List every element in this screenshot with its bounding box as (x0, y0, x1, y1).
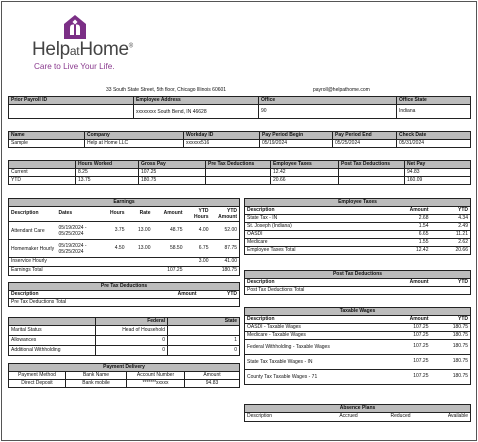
earnings-col-amount: Amount (153, 207, 185, 222)
taxable-wage-cell: 107.25 (353, 332, 431, 340)
prior-payroll-id-value (9, 105, 134, 119)
taxable-wage-cell: OASDI - Taxable Wages (245, 324, 353, 332)
taxable-wage-row (245, 332, 471, 340)
earnings-cell: 4.00 (185, 222, 211, 240)
summary-cell (339, 177, 405, 185)
absence-col-description: Description (245, 413, 323, 422)
pre-tax-col-description: Description (9, 291, 119, 299)
employee-tax-row (245, 231, 471, 239)
employee-period-table (8, 131, 471, 148)
earnings-cell: 41.00 (211, 258, 240, 267)
earnings-cell: 05/19/2024 - 05/25/2024 (57, 222, 101, 240)
earnings-cell (127, 258, 153, 267)
taxable-wages-col-ytd: YTD (431, 316, 471, 324)
earnings-cell: 58.50 (153, 240, 185, 258)
earnings-cell (57, 258, 101, 267)
check-date-value: 05/31/2024 (397, 140, 471, 148)
summary-cell: 107.25 (139, 169, 206, 177)
summary-cell: 12.42 (271, 169, 339, 177)
payment-delivery-table (8, 363, 240, 388)
employee-tax-cell: State Tax - IN (245, 215, 353, 223)
employee-tax-cell: 2.62 (431, 239, 471, 247)
payment-cell: *******xxxxx (127, 380, 185, 388)
earnings-cell: 48.75 (153, 222, 185, 240)
summary-cell: 94.83 (405, 169, 471, 177)
earnings-row (9, 222, 240, 240)
pre-tax-col-ytd: YTD (199, 291, 240, 299)
office-value: 90 (259, 105, 397, 119)
house-logo-icon (64, 15, 86, 39)
earnings-col-description: Description (9, 207, 57, 222)
earnings-total-amount: 107.25 (153, 267, 185, 276)
earnings-table (8, 198, 240, 276)
summary-row-ytd (9, 177, 471, 185)
earnings-cell: 6.75 (185, 240, 211, 258)
taxable-wage-cell: Federal Withholding - Taxable Wages (245, 340, 353, 355)
employee-taxes-col-ytd: YTD (431, 207, 471, 215)
post-tax-total-label: Post Tax Deductions Total (245, 287, 471, 295)
taxable-wage-row (245, 370, 471, 385)
state-header: State (168, 318, 240, 326)
taxable-wage-cell: 107.25 (353, 370, 431, 385)
summary-cell: 180.75 (139, 177, 206, 185)
post-tax-col-ytd: YTD (431, 279, 471, 287)
employee-taxes-title: Employee Taxes (245, 199, 471, 207)
summary-header-blank (9, 161, 76, 169)
withholding-table (8, 317, 240, 356)
payment-col-method: Payment Method (9, 372, 66, 380)
withholding-header-blank (9, 318, 96, 326)
employee-tax-cell: OASDI (245, 231, 353, 239)
taxable-wage-cell: 107.25 (353, 324, 431, 332)
payment-title: Payment Delivery (9, 364, 240, 372)
summary-cell (206, 169, 271, 177)
earnings-cell: 05/19/2024 - 05/25/2024 (57, 240, 101, 258)
earnings-total-blank (185, 267, 211, 276)
employee-taxes-table (244, 198, 471, 255)
employee-taxes-total-row (245, 247, 471, 255)
absence-plans-table (244, 404, 471, 422)
employee-taxes-total-label: Employee Taxes Total (245, 247, 353, 255)
pay-period-begin-value: 05/19/2024 (260, 140, 333, 148)
payment-col-bank: Bank Name (66, 372, 127, 380)
post-tax-title: Post Tax Deductions (245, 271, 471, 279)
earnings-cell: Homemaker Hourly (9, 240, 57, 258)
absence-title: Absence Plans (245, 405, 471, 413)
pay-statement (1, 1, 477, 441)
taxable-wages-table (244, 307, 471, 385)
earnings-row (9, 240, 240, 258)
earnings-col-dates: Dates (57, 207, 101, 222)
prior-payroll-id-label: Prior Payroll ID (9, 97, 134, 105)
withholding-cell: 0 (168, 346, 240, 356)
employee-tax-cell: 2.68 (353, 215, 431, 223)
withholding-cell: Allowances (9, 336, 96, 346)
summary-cell (339, 169, 405, 177)
employee-taxes-col-amount: Amount (353, 207, 431, 215)
absence-col-available: Available (427, 413, 471, 422)
summary-cell: 13.75 (76, 177, 139, 185)
withholding-cell: Marital Status (9, 326, 96, 336)
name-label: Name (9, 132, 85, 140)
summary-cell: 160.09 (405, 177, 471, 185)
payment-col-amount: Amount (185, 372, 240, 380)
gross-pay-header: Gross Pay (139, 161, 206, 169)
employee-tax-cell: 1.55 (353, 239, 431, 247)
withholding-row (9, 326, 240, 336)
summary-cell: 8.25 (76, 169, 139, 177)
taxable-wages-col-description: Description (245, 316, 353, 324)
office-label: Office (259, 97, 397, 105)
summary-cell (206, 177, 271, 185)
employee-tax-cell: 11.21 (431, 231, 471, 239)
summary-row-current (9, 169, 471, 177)
federal-header: Federal (96, 318, 168, 326)
employee-info-table (8, 96, 471, 119)
earnings-cell: 52.00 (211, 222, 240, 240)
earnings-cell: 87.75 (211, 240, 240, 258)
post-tax-deductions-table (244, 270, 471, 295)
pre-tax-deductions-table (8, 282, 240, 307)
withholding-cell: 0 (96, 346, 168, 356)
employee-tax-cell: 1.54 (353, 223, 431, 231)
absence-col-reduced: Reduced (375, 413, 427, 422)
pre-tax-deductions-header: Pre Tax Deductions (206, 161, 271, 169)
withholding-row (9, 336, 240, 346)
employee-tax-cell: St. Joseph (Indiana) (245, 223, 353, 231)
pre-tax-title: Pre Tax Deductions (9, 283, 240, 291)
check-date-label: Check Date (397, 132, 471, 140)
taxable-wage-cell: 180.75 (431, 370, 471, 385)
pay-period-end-value: 05/25/2024 (333, 140, 397, 148)
withholding-cell: Head of Household (96, 326, 168, 336)
earnings-col-ytd-hours: YTD Hours (185, 207, 211, 222)
pay-summary-table (8, 160, 471, 185)
withholding-cell (168, 326, 240, 336)
earnings-total-label: Earnings Total (9, 267, 153, 276)
employee-tax-row (245, 223, 471, 231)
name-value: Sample (9, 140, 85, 148)
pre-tax-col-amount: Amount (119, 291, 199, 299)
company-tagline: Care to Live Your Life. (34, 62, 115, 71)
earnings-cell (101, 258, 127, 267)
summary-cell: Current (9, 169, 76, 177)
pay-period-begin-label: Pay Period Begin (260, 132, 333, 140)
taxable-wage-cell: State Tax Taxable Wages - IN (245, 355, 353, 370)
employee-tax-row (245, 215, 471, 223)
employee-taxes-col-description: Description (245, 207, 353, 215)
office-state-label: Office State (397, 97, 471, 105)
withholding-row (9, 346, 240, 356)
earnings-cell (153, 258, 185, 267)
workday-id-value: xxxxxx516 (184, 140, 260, 148)
hours-worked-header: Hours Worked (76, 161, 139, 169)
earnings-title: Earnings (9, 199, 240, 207)
employee-taxes-header: Employee Taxes (271, 161, 339, 169)
earnings-col-hours: Hours (101, 207, 127, 222)
summary-cell: 20.66 (271, 177, 339, 185)
employee-tax-cell: 4.34 (431, 215, 471, 223)
taxable-wages-col-amount: Amount (353, 316, 431, 324)
pre-tax-total-label: Pre Tax Deductions Total (9, 299, 240, 307)
employee-tax-cell: 6.65 (353, 231, 431, 239)
company-value: Help at Home LLC (85, 140, 184, 148)
employee-tax-cell: Medicare (245, 239, 353, 247)
employee-tax-cell: 2.49 (431, 223, 471, 231)
employee-taxes-total-amount: 12.42 (353, 247, 431, 255)
taxable-wage-cell: 107.25 (353, 340, 431, 355)
payment-row (9, 380, 240, 388)
earnings-total-ytd: 180.75 (211, 267, 240, 276)
employee-address-value: xxxxxxxx South Bend, IN 46628 (134, 105, 259, 119)
earnings-col-ytd-amount: YTD Amount (211, 207, 240, 222)
company-address: 33 South State Street, 5th floor, Chicago Illinois 60601 (106, 87, 227, 93)
taxable-wage-row (245, 340, 471, 355)
earnings-cell: 3.75 (101, 222, 127, 240)
absence-col-accrued: Accrued (323, 413, 375, 422)
company-email: payroll@helpathome.com (313, 87, 370, 93)
taxable-wage-cell: 180.75 (431, 340, 471, 355)
office-state-value: Indiana (397, 105, 471, 119)
employee-taxes-total-ytd: 20.66 (431, 247, 471, 255)
taxable-wage-row (245, 355, 471, 370)
earnings-cell: Attendant Care (9, 222, 57, 240)
earnings-row (9, 258, 240, 267)
withholding-cell: Additional Withholding (9, 346, 96, 356)
employee-address-label: Employee Address (134, 97, 259, 105)
taxable-wage-cell: County Tax Taxable Wages - 71 (245, 370, 353, 385)
workday-id-label: Workday ID (184, 132, 260, 140)
earnings-cell: Inservice Hourly (9, 258, 57, 267)
withholding-cell: 1 (168, 336, 240, 346)
earnings-total-row (9, 267, 240, 276)
company-label: Company (85, 132, 184, 140)
employee-tax-row (245, 239, 471, 247)
net-pay-header: Net Pay (405, 161, 471, 169)
summary-cell: YTD (9, 177, 76, 185)
earnings-cell: 4.50 (101, 240, 127, 258)
taxable-wage-cell: 180.75 (431, 324, 471, 332)
post-tax-col-description: Description (245, 279, 353, 287)
taxable-wages-title: Taxable Wages (245, 308, 471, 316)
taxable-wage-cell: 180.75 (431, 355, 471, 370)
taxable-wage-cell: 107.25 (353, 355, 431, 370)
post-tax-deductions-header: Post Tax Deductions (339, 161, 405, 169)
pay-period-end-label: Pay Period End (333, 132, 397, 140)
payment-col-account: Account Number (127, 372, 185, 380)
withholding-cell: 0 (96, 336, 168, 346)
payment-cell: 94.83 (185, 380, 240, 388)
earnings-cell: 13.00 (127, 240, 153, 258)
payment-cell: Bank mobile (66, 380, 127, 388)
earnings-cell: 13.00 (127, 222, 153, 240)
taxable-wage-cell: 180.75 (431, 332, 471, 340)
taxable-wage-row (245, 324, 471, 332)
payment-cell: Direct Deposit (9, 380, 66, 388)
post-tax-col-amount: Amount (353, 279, 431, 287)
company-logo-wordmark: HelpatHome® (32, 39, 133, 60)
taxable-wage-cell: Medicare - Taxable Wages (245, 332, 353, 340)
earnings-col-rate: Rate (127, 207, 153, 222)
earnings-cell: 3.00 (185, 258, 211, 267)
